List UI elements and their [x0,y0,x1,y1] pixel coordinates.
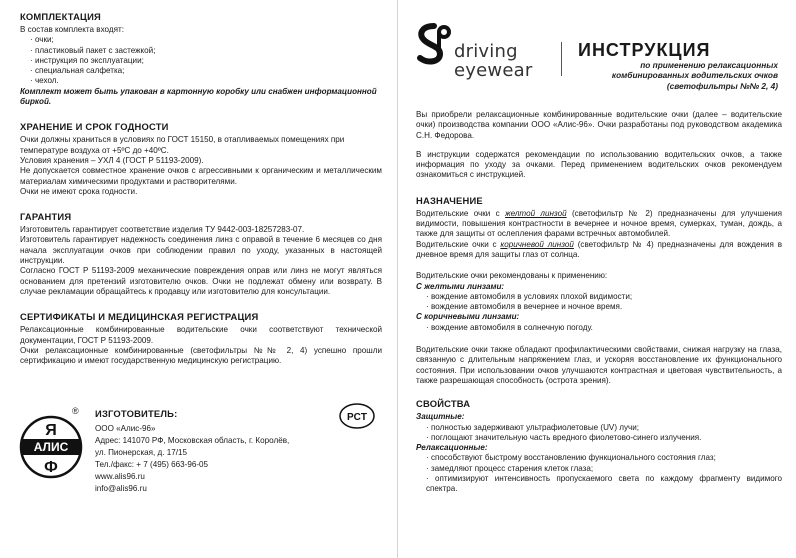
sp-logo-icon [412,20,456,76]
brand-line2: eyewear [454,60,533,81]
recommend-intro: Водительские очки рекомендованы к применению: [416,271,608,281]
kit-item: · пластиковый пакет с застежкой; [30,45,156,55]
intro-paragraph-1: Вы приобрели релаксационные комбинированные водительские очки (далее – водительские очки) производства компании ООО «Алис-96». Очки разработаны под руководством академика С.Н. Федорова. [416,110,782,140]
cert-mark-text: PCT [347,412,367,423]
header-divider [561,42,562,76]
certification-mark-icon [337,401,377,431]
logo-text: АЛИС [33,440,69,454]
purpose-title: НАЗНАЧЕНИЕ [416,194,483,206]
kit-item: · специальная салфетка; [30,66,125,76]
purpose-yellow-post: (светофильтр № 2) предназначены для улучшения видимости, повышения контрастности в вечернее и ночное время, сумерках, туман, дождь, а также для защиты от ослепления фарами встречных автомобилей. [416,208,782,239]
maker-line: Тел./факс: + 7 (495) 663-96-05 [95,460,209,469]
maker-block [95,408,345,495]
brown-item: · вождение автомобиля в солнечную погоду. [426,322,593,332]
storage-title: ХРАНЕНИЕ И СРОК ГОДНОСТИ [20,121,169,133]
maker-line: ул. Пионерская, д. 17/15 [95,448,188,457]
maker-line: ООО «Алис-96» [95,424,156,433]
certs-line: Очки релаксационные комбинированные (светофильтры №№ 2, 4) успешно прошли сертификацию и имеют государственную медицинскую регистрацию. [20,345,382,366]
right-content [416,110,782,495]
purpose-brown-post: (светофильтр № 4) предназначены для вождения в дневное время для защиты глаз от солнца. [416,239,782,259]
kit-item: · очки; [30,35,54,45]
relax-item: · замедляют процесс старения клеток глаза; [426,463,594,473]
maker-line: Адрес: 141070 РФ, Московская область, г. Королёв, [95,436,290,445]
maker-title: ИЗГОТОВИТЕЛЬ: [95,408,178,419]
storage-section [20,121,382,197]
warranty-line: Изготовитель гарантирует соответствие изделия ТУ 9442-003-18257283-07. [20,225,305,235]
title-block [578,40,778,91]
kit-intro: В состав комплекта входят: [20,25,124,34]
purpose-section [416,195,782,386]
right-page [398,0,796,558]
intro-paragraph-2: В инструкции содержатся рекомендации по использованию водительских очков, а также информация по уходу за очками. Перед применением водительских очков рекомендуем ознакомиться с инструкцией. [416,149,782,180]
purpose-brown-pre: Водительские очки с [416,239,501,249]
protect-item: · поглощают значительную часть вредного фиолетово-синего излучения. [426,432,702,442]
kit-note: Комплект может быть упакован в картонную коробку или снабжен информационной биркой. [20,86,377,107]
maker-email: info@alis96.ru [95,484,147,493]
storage-line: Очки должны храниться в условиях по ГОСТ 15150, в отапливаемых помещениях при температуре воздуха от +5ºС до +40ºС. [20,135,345,155]
yellow-item: · вождение автомобиля в вечернее и ночное время. [426,302,623,312]
yellow-lens-term: желтой линзой [505,208,567,218]
brown-lens-term: коричневой линзой [500,239,574,249]
logo-bottom-glyph: Ф [44,459,58,476]
registered-mark: ® [72,406,79,416]
relax-subtitle: Релаксационные: [416,443,488,453]
certs-line: Релаксационные комбинированные водительские очки соответствуют технической документации, ГОСТ Р 51193-2009. [20,325,382,345]
kit-section [20,11,382,107]
brown-subtitle: С коричневыми линзами: [416,312,520,322]
kit-item: · чехол. [30,76,59,86]
kit-title: КОМПЛЕКТАЦИЯ [20,11,101,22]
logo-top-glyph: Я [45,422,57,439]
page-subtitle: по применению релаксационных комбинированных водительских очков (светофильтры №№ 2, 4) [611,60,778,91]
certs-section [20,311,382,366]
warranty-section [20,211,382,297]
page-title: ИНСТРУКЦИЯ [578,40,711,60]
certs-title: СЕРТИФИКАТЫ И МЕДИЦИНСКАЯ РЕГИСТРАЦИЯ [20,311,259,323]
props-title: СВОЙСТВА [416,398,471,410]
prophylaxis-paragraph: Водительские очки также обладают профилактическими свойствами, снижая нагрузку на глаза, связанную с длительным напряжением глаз, и ускоряя восстановление их функционального состояния. При использовании очков улучшаются контрастная и цветовая чувствительность, а также разрешающая способность (острота зрения). [416,345,782,385]
purpose-yellow-pre: Водительские очки с [416,208,506,218]
purpose-yellow [416,209,782,240]
yellow-item: · вождение автомобиля в условиях плохой видимости; [426,291,633,301]
kit-item: · инструкция по эксплуатации; [30,55,144,65]
protect-item: · полностью задерживают ультрафиолетовые (UV) лучи; [426,422,640,432]
relax-item: · оптимизируют интенсивность пропускаемого света по каждому фрагменту видимого спектра. [426,474,782,494]
warranty-line: Изготовитель гарантирует надежность соединения линз с оправой в течение 6 месяцев со дня начала эксплуатации очков при соблюдении правил по уходу, указанных в настоящей инструкции. [20,235,382,266]
props-section [416,398,782,494]
purpose-brown [416,240,782,261]
warranty-title: ГАРАНТИЯ [20,211,72,223]
brand-line1: driving [454,41,518,62]
protect-subtitle: Защитные: [416,412,465,422]
storage-line: Не допускается совместное хранение очков с агрессивными к органическим и металлическим материалам химическими продуктами и растворителями. [20,166,382,186]
storage-line: Условия хранения – УХЛ 4 (ГОСТ Р 51193-2009). [20,155,204,165]
left-content [20,11,382,376]
maker-website: www.alis96.ru [95,472,145,481]
relax-item: · способствуют быстрому восстановлению функционального состояния глаз; [426,453,716,463]
warranty-line: Согласно ГОСТ Р 51193-2009 механические повреждения оправ или линз не могут являться основанием для претензий изготовителю очков. Очки не подлежат обмену или возврату. В случае рекламации обращайтесь к продавцу или изготовителю для консультации. [20,266,382,296]
yellow-subtitle: С желтыми линзами: [416,281,505,291]
alis-logo-icon [18,414,84,480]
storage-line: Очки не имеют срока годности. [20,186,138,196]
brand-logo [410,14,560,80]
brand-name [454,42,532,80]
